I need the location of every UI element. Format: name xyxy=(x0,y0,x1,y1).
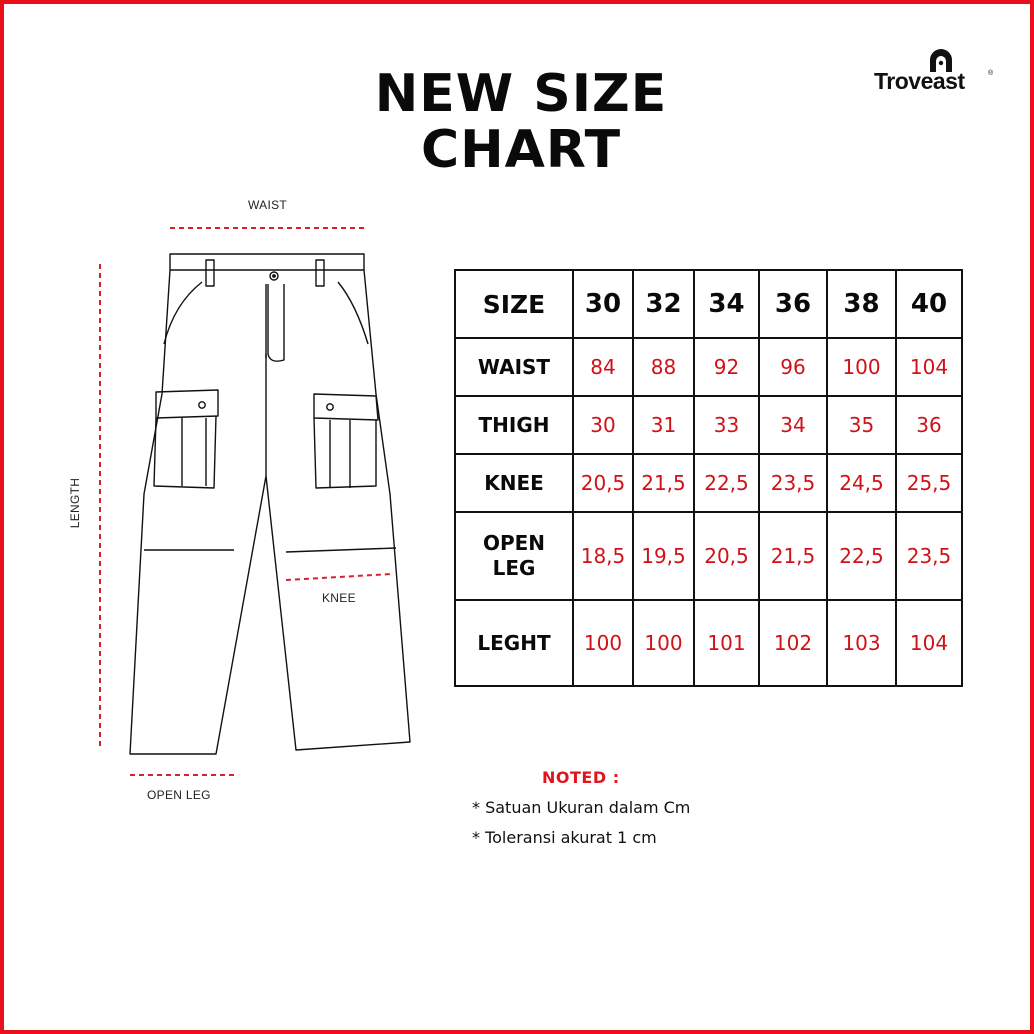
table-row xyxy=(455,600,962,686)
row-label: THIGH xyxy=(455,396,573,454)
table-row xyxy=(455,454,962,512)
header-cell: 40 xyxy=(896,270,962,338)
table-cell: 103 xyxy=(827,600,896,686)
table-cell: 25,5 xyxy=(896,454,962,512)
row-label xyxy=(455,512,573,600)
table-cell: 104 xyxy=(896,338,962,396)
table-row xyxy=(455,396,962,454)
table-cell: 84 xyxy=(573,338,633,396)
title-line-2: CHART xyxy=(420,120,622,180)
table-cell: 101 xyxy=(694,600,759,686)
right-cargo-flap xyxy=(314,394,378,420)
table-header-row xyxy=(455,270,962,338)
table-cell: 20,5 xyxy=(694,512,759,600)
knee-measure-line xyxy=(286,574,392,580)
table-cell: 22,5 xyxy=(827,512,896,600)
open-leg-label: OPEN LEG xyxy=(147,788,211,802)
pants-diagram xyxy=(4,194,424,814)
brand-registered-mark: ® xyxy=(988,70,994,77)
waist-label: WAIST xyxy=(248,198,288,212)
row-label: WAIST xyxy=(455,338,573,396)
header-cell: 38 xyxy=(827,270,896,338)
table-cell: 20,5 xyxy=(573,454,633,512)
table-cell: 21,5 xyxy=(759,512,827,600)
row-label-line-2: LEG xyxy=(492,556,536,580)
title-line-1: NEW SIZE xyxy=(374,64,668,124)
row-label: LEGHT xyxy=(455,600,573,686)
table-cell: 104 xyxy=(896,600,962,686)
table-cell: 23,5 xyxy=(759,454,827,512)
table-cell: 35 xyxy=(827,396,896,454)
table-cell: 100 xyxy=(827,338,896,396)
table-row xyxy=(455,338,962,396)
table-cell: 92 xyxy=(694,338,759,396)
header-cell: SIZE xyxy=(455,270,573,338)
knee-label: KNEE xyxy=(322,591,356,605)
table-cell: 31 xyxy=(633,396,694,454)
header-cell: 32 xyxy=(633,270,694,338)
size-table xyxy=(454,269,963,687)
table-cell: 36 xyxy=(896,396,962,454)
row-label-line-1: OPEN xyxy=(482,531,546,555)
table-cell: 88 xyxy=(633,338,694,396)
table-cell: 22,5 xyxy=(694,454,759,512)
note-item: * Satuan Ukuran dalam Cm xyxy=(472,798,691,817)
table-row xyxy=(455,512,962,600)
notes-heading: NOTED : xyxy=(542,768,620,787)
table-cell: 100 xyxy=(573,600,633,686)
left-cargo-flap xyxy=(156,390,218,418)
brand-logo xyxy=(872,48,1002,98)
table-cell: 19,5 xyxy=(633,512,694,600)
table-cell: 18,5 xyxy=(573,512,633,600)
table-cell: 34 xyxy=(759,396,827,454)
header-cell: 34 xyxy=(694,270,759,338)
header-cell: 30 xyxy=(573,270,633,338)
waistband xyxy=(170,254,364,270)
brand-name: Troveast xyxy=(874,68,965,94)
table-cell: 102 xyxy=(759,600,827,686)
header-cell: 36 xyxy=(759,270,827,338)
table-cell: 30 xyxy=(573,396,633,454)
note-item: * Toleransi akurat 1 cm xyxy=(472,828,657,847)
table-cell: 23,5 xyxy=(896,512,962,600)
table-cell: 100 xyxy=(633,600,694,686)
row-label: KNEE xyxy=(455,454,573,512)
length-label: LENGTH xyxy=(68,477,83,529)
table-cell: 96 xyxy=(759,338,827,396)
right-cargo-pocket xyxy=(314,418,376,488)
table-cell: 24,5 xyxy=(827,454,896,512)
table-cell: 21,5 xyxy=(633,454,694,512)
table-cell: 33 xyxy=(694,396,759,454)
